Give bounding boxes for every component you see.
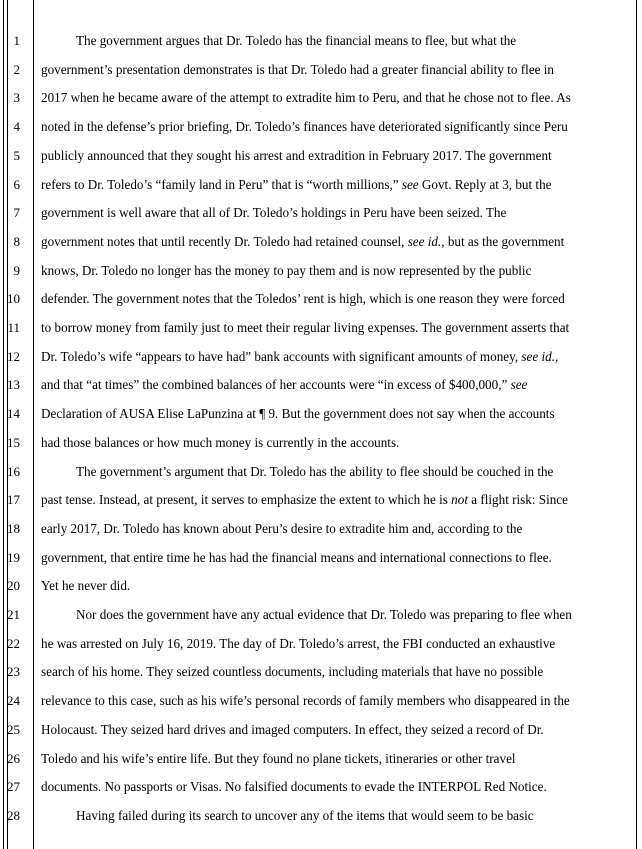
line-number: 27 [7,779,20,795]
line-number: 4 [13,119,20,135]
text-segment: relevance to this case, such as his wife’s personal records of family members who disappeared in the [41,693,570,709]
text-segment: Toledo and his wife’s entire life. But they found no plane tickets, itineraries or other travel [41,750,516,766]
line-number: 7 [13,205,20,221]
text-segment: and that “at times” the combined balances of her accounts were “in excess of $400,000,” [41,377,511,393]
line-text [41,404,555,424]
pleading-line [0,750,642,778]
line-number: 5 [13,147,20,163]
line-number: 23 [7,664,20,680]
line-text [41,175,552,195]
text-segment: Govt. Reply at 3, but the [418,176,552,192]
line-number: 13 [7,377,20,393]
line-text [41,146,552,166]
text-segment: refers to Dr. Toledo’s “family land in Peru” that is “worth millions,” [41,176,402,192]
pleading-line [0,778,642,806]
line-number: 21 [7,607,20,622]
line-number: 9 [13,262,20,278]
line-number: 12 [7,348,20,364]
line-number: 19 [7,549,20,565]
line-text [41,634,555,654]
text-segment: government notes that until recently Dr. Toledo had retained counsel, [41,233,408,249]
line-number: 11 [7,320,20,335]
line-number: 15 [7,434,20,450]
text-segment: Declaration of AUSA Elise LaPunzina at ¶ 9. But the government does not say when the accounts [41,406,555,422]
pleading-line [0,61,642,89]
line-text [41,576,130,596]
pleading-line [0,348,642,376]
pleading-line [0,463,642,491]
line-text [41,662,543,682]
line-number: 16 [7,463,20,479]
pleading-line [0,520,642,548]
line-number: 3 [13,90,20,106]
pleading-line [0,290,642,318]
pleading-line [0,721,642,749]
line-text [41,433,399,453]
line-text [76,605,572,625]
line-text [41,318,569,338]
pleading-line [0,434,642,462]
pleading-line [0,204,642,232]
line-number: 2 [13,61,20,77]
pleading-line [0,491,642,519]
line-number: 28 [7,807,20,823]
pleading-line [0,319,642,347]
line-number: 18 [7,520,20,536]
italic-citation: see id. [521,348,555,364]
pleading-line [0,549,642,577]
line-text [41,749,516,769]
text-segment: , [555,348,559,364]
text-segment: search of his home. They seized countless documents, including materials that have no possible [41,664,544,680]
text-segment: a flight risk: Since [467,492,568,508]
pleading-line [0,606,642,634]
line-number: 1 [13,33,20,48]
italic-citation: see [401,176,419,192]
text-segment: The government’s argument that Dr. Toledo has the ability to flee should be couched in the [76,463,554,479]
pleading-line [0,262,642,290]
text-segment: early 2017, Dr. Toledo has known about Peru’s desire to extradite him and, according to the [41,520,523,536]
line-number: 24 [7,693,20,709]
line-text [41,289,565,309]
text-segment: knows, Dr. Toledo no longer has the money to pay them and is now represented by the public [41,262,532,278]
pleading-line [0,663,642,691]
line-number: 20 [7,578,20,594]
text-segment: documents. No passports or Visas. No falsified documents to evade the INTERPOL Red Notice. [41,779,547,795]
line-text [41,60,554,80]
italic-citation: see id. [407,233,442,249]
line-text [76,31,516,51]
pleading-line [0,577,642,605]
pleading-line [0,376,642,404]
line-text [41,490,568,510]
text-segment: past tense. Instead, at present, it serves to emphasize the extent to which he is [41,492,452,508]
text-segment: , but as the government [441,233,565,249]
text-segment: defender. The government notes that the Toledos’ rent is high, which is one reason they were forced [41,291,565,307]
line-number: 10 [7,291,20,307]
line-number: 14 [7,406,20,422]
pleading-line [0,405,642,433]
line-text [41,232,564,252]
line-text [41,375,527,395]
text-segment: noted in the defense’s prior briefing, Dr. Toledo’s finances have deteriorated significantly since Peru [41,119,568,135]
line-text [76,462,553,482]
text-segment: government, that entire time he has had the financial means and international connections to flee. [41,549,552,565]
pleading-line [0,635,642,663]
line-text [41,519,522,539]
pleading-line [0,89,642,117]
pleading-line [0,692,642,720]
text-segment: government is well aware that all of Dr. Toledo’s holdings in Peru have been seized. The [41,205,507,221]
text-segment: to borrow money from family just to meet their regular living expenses. The government asserts that [41,320,570,335]
text-segment: Dr. Toledo’s wife “appears to have had” bank accounts with significant amounts of money, [41,348,522,364]
line-number: 17 [7,492,20,508]
pleading-line [0,147,642,175]
line-number: 25 [7,721,20,737]
pleading-line [0,118,642,146]
pleading-line [0,176,642,204]
text-segment: had those balances or how much money is currently in the accounts. [41,434,400,450]
text-segment: Yet he never did. [41,578,131,594]
text-segment: 2017 when he became aware of the attempt to extradite him to Peru, and that he chose not to flee. As [41,90,571,106]
pleading-line [0,807,642,835]
line-number: 6 [13,176,20,192]
line-text [41,720,544,740]
line-text [41,261,531,281]
text-segment: Holocaust. They seized hard drives and imaged computers. In effect, they seized a record of Dr. [41,721,544,737]
pleading-line [0,233,642,261]
text-segment: government’s presentation demonstrates is that Dr. Toledo had a greater financial ability to flee in [41,61,554,77]
italic-citation: see [510,377,528,393]
line-number: 22 [7,635,20,651]
line-text [41,347,558,367]
pleading-line [0,32,642,60]
italic-citation: not [451,492,468,508]
line-text [41,117,568,137]
text-segment: Having failed during its search to uncover any of the items that would seem to be basic [76,807,534,823]
text-segment: he was arrested on July 16, 2019. The day of Dr. Toledo’s arrest, the FBI conducted an exhaustive [41,635,556,651]
line-text [41,203,506,223]
text-segment: The government argues that Dr. Toledo has the financial means to flee, but what the [76,33,517,48]
line-text [41,548,552,568]
line-number: 26 [7,750,20,766]
line-text [41,691,570,711]
text-segment: Nor does the government have any actual evidence that Dr. Toledo was preparing to flee when [76,607,572,622]
line-text [41,777,547,797]
text-segment: publicly announced that they sought his arrest and extradition in February 2017. The government [41,147,552,163]
line-text [76,806,534,826]
line-text [41,88,571,108]
line-number: 8 [13,233,20,249]
